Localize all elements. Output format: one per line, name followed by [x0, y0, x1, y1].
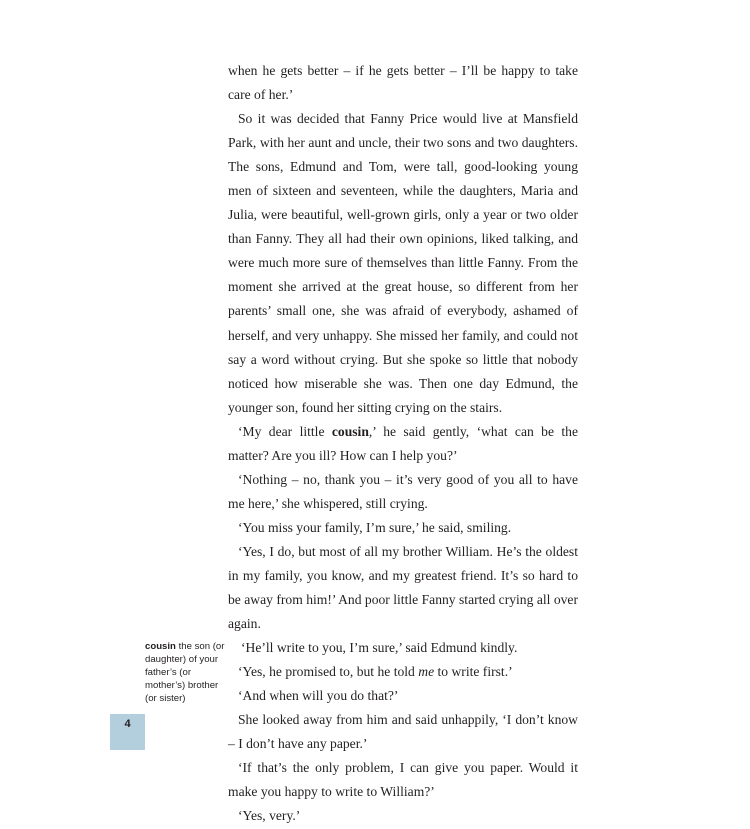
glossary-note — [145, 640, 227, 705]
paragraph — [228, 420, 578, 468]
paragraph: when he gets better – if he gets better – I’ll be happy to take care of her.’ — [228, 63, 578, 103]
paragraph: ‘Yes, I do, but most of all my brother William. He’s the oldest in my family, you know, and my greatest friend. It’s so hard to be away from him!’ And poor little Fanny started crying all over again. — [228, 543, 578, 632]
paragraph: ‘He’ll write to you, I’m sure,’ said Edmund kindly. — [241, 640, 518, 656]
paragraph: She looked away from him and said unhappily, ‘I don’t know – I don’t have any paper.’ — [228, 712, 578, 752]
glossary-term-highlight: cousin — [331, 423, 369, 439]
glossary-term: cousin — [145, 641, 176, 652]
text-run: ‘Yes, he promised to, but he told — [238, 664, 419, 680]
text-run: ‘My dear little — [238, 423, 332, 439]
paragraph — [228, 660, 578, 684]
emphasis: me — [418, 664, 435, 680]
page-number: 4 — [124, 718, 131, 730]
page-number-tab — [110, 714, 145, 750]
paragraph: ‘Nothing – no, thank you – it’s very good of you all to have me here,’ she whispered, still crying. — [228, 471, 578, 511]
paragraph: ‘Yes, very.’ — [238, 808, 301, 824]
text-run: ,’ he said gently, ‘what can be the matter? Are you ill? How can I help you?’ — [228, 423, 578, 463]
paragraph: So it was decided that Fanny Price would live at Mansfield Park, with her aunt and uncle, their two sons and two daughters. The sons, Edmund and Tom, were tall, good-looking young men of sixteen and seventeen, while the daughters, Maria and Julia, were beautiful, well-grown girls, only a year or two older than Fanny. They all had their own opinions, liked talking, and were much more sure of themselves than little Fanny. From the moment she arrived at the great house, so different from her parents’ small one, she was afraid of everybody, ashamed of herself, and very unhappy. She missed her family, and could not say a word without crying. But she spoke so little that nobody noticed how miserable she was. Then one day Edmund, the younger son, found her sitting crying on the stairs. — [228, 111, 578, 415]
paragraph: ‘If that’s the only problem, I can give you paper. Would it make you happy to write to William?’ — [228, 760, 578, 800]
glossary-definition: the son (or daughter) of your father’s (or mother’s) brother (or sister) — [145, 641, 225, 704]
text-run: to write first.’ — [434, 664, 513, 680]
paragraph: ‘And when will you do that?’ — [238, 688, 399, 704]
body-text — [228, 59, 578, 829]
paragraph: ‘You miss your family, I’m sure,’ he said, smiling. — [238, 519, 512, 535]
